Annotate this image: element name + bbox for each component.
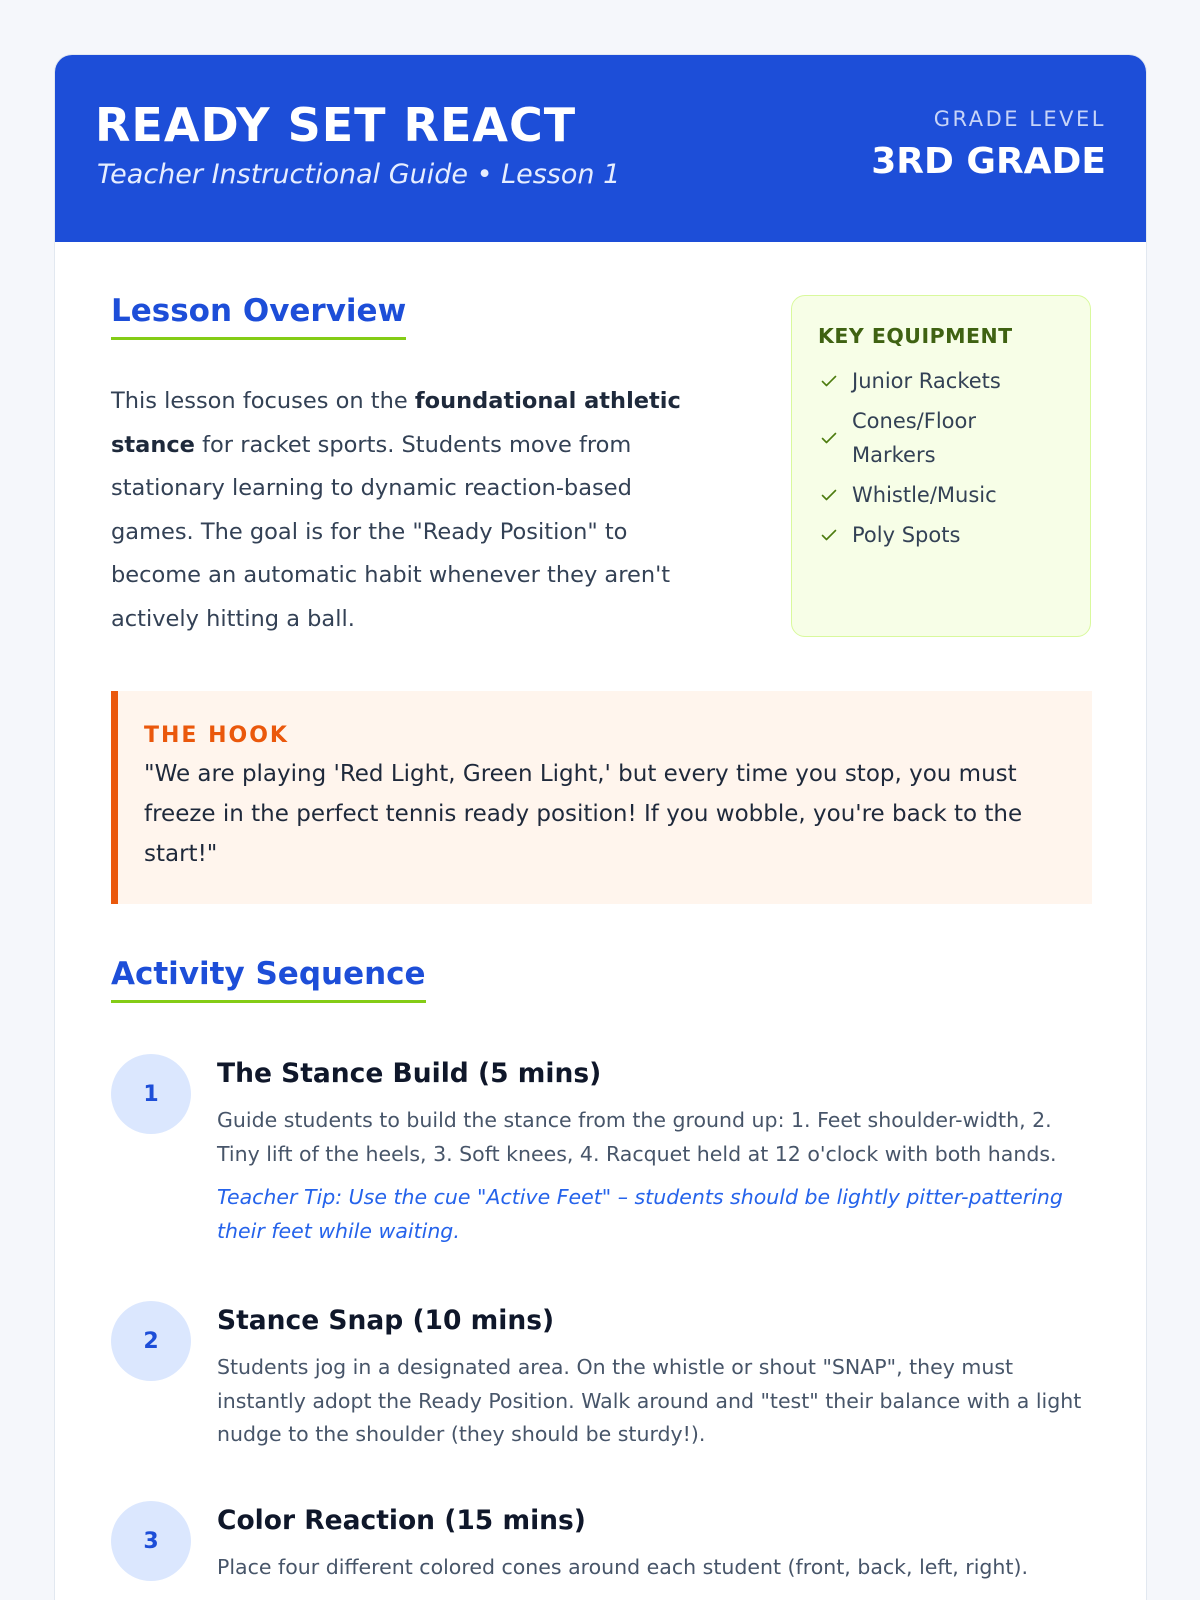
check-icon [818, 525, 840, 545]
lesson-header [55, 55, 1146, 242]
equipment-item-label: Junior Rackets [852, 369, 1001, 393]
equipment-item-label: Poly Spots [852, 523, 961, 547]
check-icon [818, 428, 840, 448]
grade-level-value: 3RD GRADE [871, 141, 1106, 182]
equipment-item [818, 364, 1064, 398]
overview-text-bold: foundational athletic stance [111, 388, 681, 458]
hook-callout [111, 691, 1092, 904]
activity-sequence-heading: Activity Sequence [111, 956, 426, 1003]
overview-paragraph [111, 380, 711, 641]
equipment-item [818, 404, 1064, 472]
step-title: Color Reaction (15 mins) [217, 1505, 586, 1536]
step-content [217, 1054, 1092, 1248]
step-content [217, 1301, 1092, 1452]
equipment-heading: KEY EQUIPMENT [818, 324, 1013, 348]
lesson-title: READY SET REACT [95, 98, 577, 152]
hook-text: "We are playing 'Red Light, Green Light,' but every time you stop, you must freeze in the perfect tennis ready position! If you wobble, you're back to the start!" [144, 761, 1023, 867]
step-content [217, 1501, 1092, 1585]
step-title: Stance Snap (10 mins) [217, 1305, 555, 1336]
teacher-tip: Teacher Tip: Use the cue "Active Feet" – students should be lightly pitter-pattering their feet while waiting. [217, 1185, 1063, 1243]
equipment-item [818, 478, 1064, 512]
step-description: Students jog in a designated area. On the whistle or shout "SNAP", they must instantly adopt the Ready Position. Walk around and "test" their balance with a light nudge to the shoulder (they should be sturdy!). [217, 1355, 1082, 1446]
equipment-item [818, 518, 1064, 552]
overview-text-start: This lesson focuses on the [111, 388, 415, 414]
key-equipment-box [791, 295, 1091, 637]
step-title: The Stance Build (5 mins) [217, 1058, 602, 1089]
step-number-badge: 3 [111, 1501, 191, 1581]
overview-text-end: for racket sports. Students move from stationary learning to dynamic reaction-based games. The goal is for the "Ready Position" to become an automatic habit whenever they aren't actively hitting a ball. [111, 431, 671, 632]
hook-label: THE HOOK [144, 723, 289, 748]
lesson-subtitle: Teacher Instructional Guide • Lesson 1 [97, 159, 621, 190]
step-number-badge: 1 [111, 1054, 191, 1134]
equipment-item-label: Cones/Floor Markers [852, 409, 977, 467]
step-description: Guide students to build the stance from the ground up: 1. Feet shoulder-width, 2. Tiny lift of the heels, 3. Soft knees, 4. Racquet held at 12 o'clock with both hands. [217, 1108, 1057, 1166]
check-icon [818, 371, 840, 391]
overview-heading: Lesson Overview [111, 293, 406, 340]
equipment-item-label: Whistle/Music [852, 483, 997, 507]
step-number-badge: 2 [111, 1301, 191, 1381]
lesson-card [54, 54, 1147, 1600]
step-description: Place four different colored cones around each student (front, back, left, right). [217, 1555, 1028, 1579]
grade-level-label: GRADE LEVEL [933, 107, 1106, 131]
check-icon [818, 485, 840, 505]
